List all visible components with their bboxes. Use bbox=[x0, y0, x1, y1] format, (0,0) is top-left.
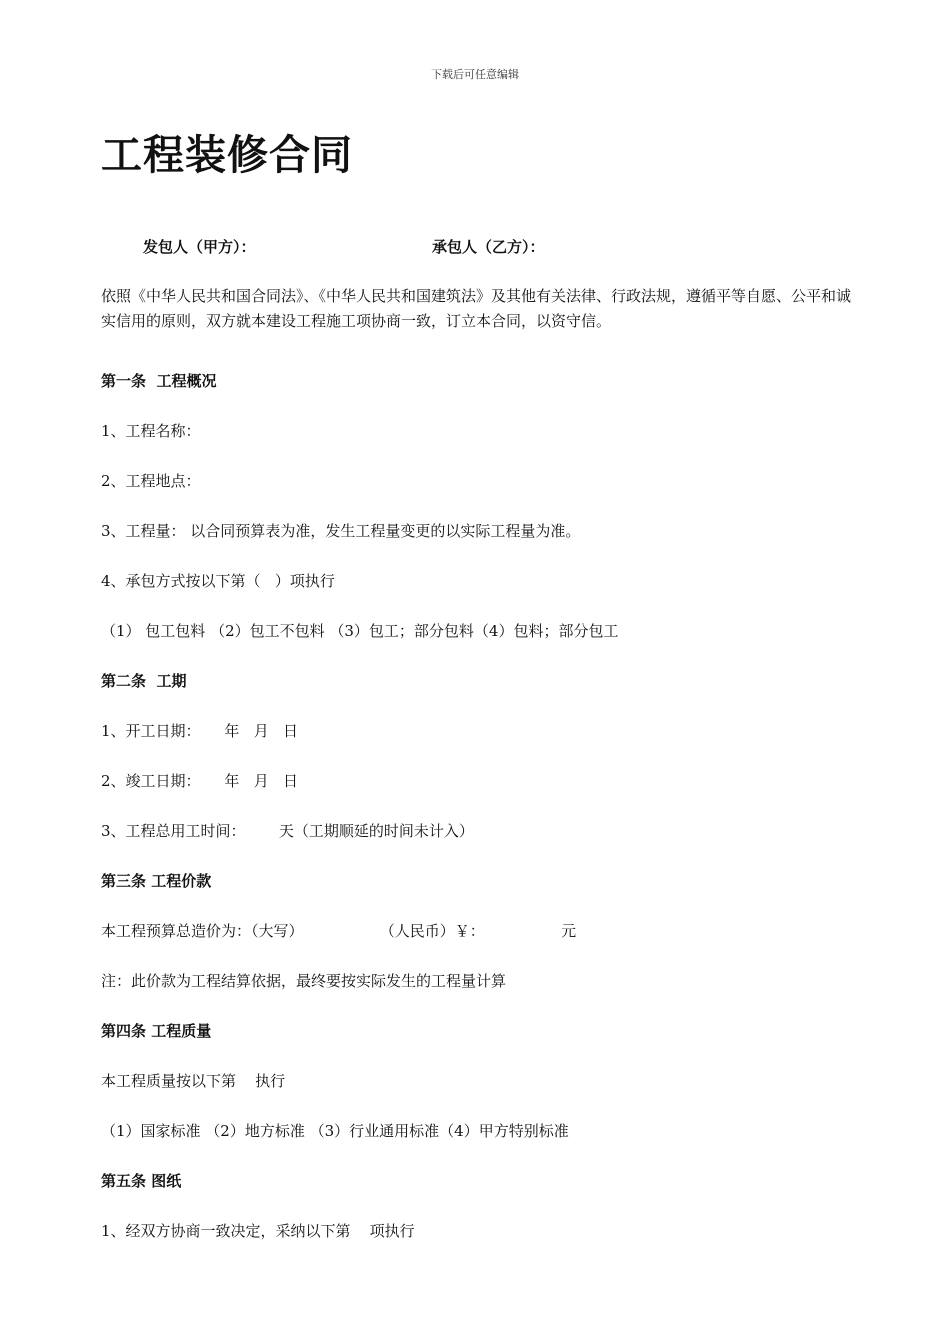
contract-line: 3、工程总用工时间： 天（工期顺延的时间未计入） bbox=[101, 822, 474, 840]
contract-line: 4、承包方式按以下第（ ）项执行 bbox=[101, 572, 335, 590]
contract-line: 2、工程地点： bbox=[101, 472, 201, 490]
contract-line: 2、竣工日期： 年 月 日 bbox=[101, 772, 298, 790]
contract-line: 注：此价款为工程结算依据，最终要按实际发生的工程量计算 bbox=[101, 972, 507, 990]
contract-line: （1）国家标准 （2）地方标准 （3）行业通用标准（4）甲方特别标准 bbox=[101, 1122, 569, 1140]
contract-line: 1、经双方协商一致决定，采纳以下第 项执行 bbox=[101, 1222, 415, 1240]
document-title: 工程装修合同 bbox=[101, 131, 353, 179]
contract-line: 1、开工日期： 年 月 日 bbox=[101, 722, 298, 740]
contract-lines bbox=[101, 371, 861, 1241]
contract-line: 3、工程量： 以合同预算表为准，发生工程量变更的以实际工程量为准。 bbox=[101, 522, 581, 540]
section-heading: 第四条 工程质量 bbox=[101, 1022, 212, 1040]
contract-line: 本工程质量按以下第 执行 bbox=[101, 1072, 286, 1090]
section-heading: 第三条 工程价款 bbox=[101, 872, 212, 890]
party-a-label: 发包人（甲方）： bbox=[143, 238, 256, 256]
section-heading: 第一条 工程概况 bbox=[101, 372, 217, 390]
contract-line: （1） 包工包料 （2）包工不包料 （3）包工；部分包料（4）包料；部分包工 bbox=[101, 622, 619, 640]
party-b-label: 承包人（乙方）： bbox=[432, 238, 545, 256]
section-heading: 第五条 图纸 bbox=[101, 1172, 182, 1190]
header-note: 下载后可任意编辑 bbox=[431, 68, 519, 81]
intro-paragraph: 依照《中华人民共和国合同法》、《中华人民共和国建筑法》及其他有关法律、行政法规，遵循平等自愿、公平和诚实信用的原则，双方就本建设工程施工项协商一致，订立本合同，以资守信。 bbox=[101, 287, 852, 330]
contract-line: 本工程预算总造价为：（大写） （人民币）￥： 元 bbox=[101, 922, 577, 940]
contract-body bbox=[101, 284, 861, 1241]
contract-line: 1、工程名称： bbox=[101, 422, 201, 440]
section-heading: 第二条 工期 bbox=[101, 672, 187, 690]
